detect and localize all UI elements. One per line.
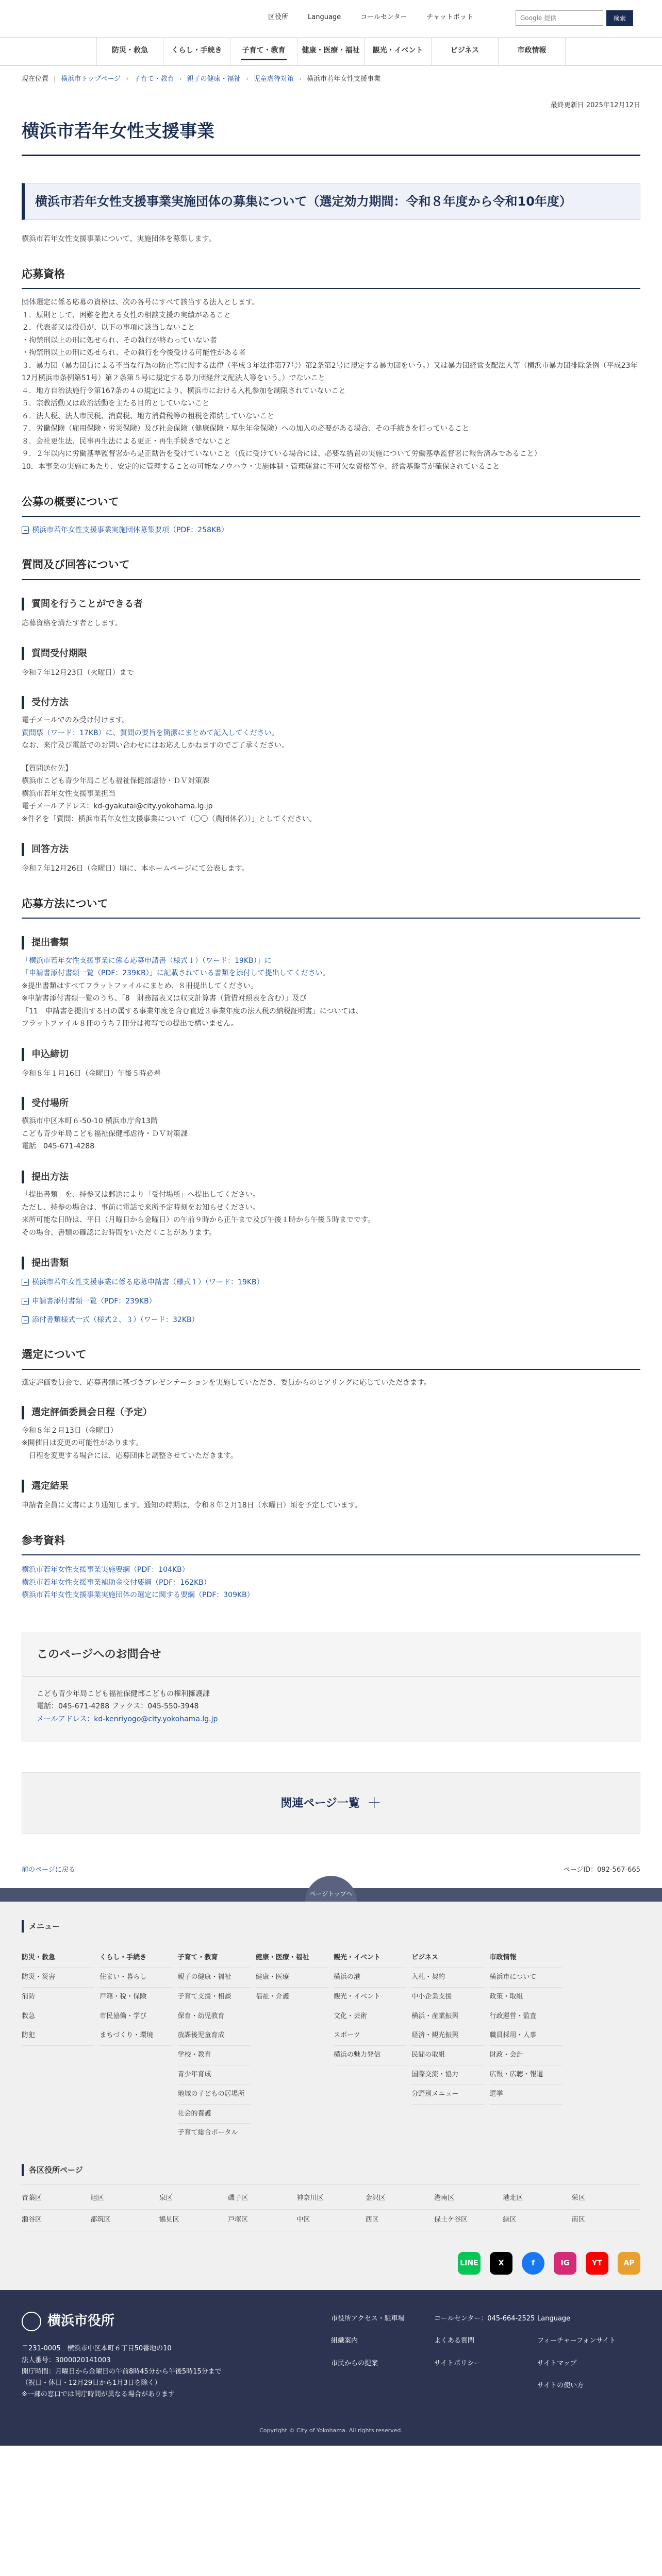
footer-link-faq[interactable]: よくある質問: [434, 2337, 475, 2345]
footer-link[interactable]: 選挙: [490, 2085, 562, 2105]
ward-link[interactable]: 戸塚区: [228, 2210, 296, 2231]
footer-link-access[interactable]: 市役所アクセス・駐車場: [331, 2314, 405, 2323]
footer-link[interactable]: 子育て総合ポータル: [178, 2124, 251, 2143]
ward-link[interactable]: 緑区: [503, 2210, 571, 2231]
qa-who-text: 応募資格を満たす者とします。: [22, 619, 122, 628]
list-item: ・拘禁刑以上の刑に処せられ、その執行を今後受ける可能性がある者: [22, 349, 246, 358]
text-line: ※件名を「質問：横浜市若年女性支援事業について（〇〇（農団体名））」としてください。: [22, 815, 317, 823]
ward-link[interactable]: 栄区: [572, 2188, 640, 2210]
gnav-shisei[interactable]: 市政情報: [499, 38, 566, 65]
footer-menu-grid: [22, 1941, 640, 2143]
apply-heading: 応募方法について: [22, 895, 640, 919]
list-item: ５．宗教活動又は政治活動を主たる目的としていないこと: [22, 399, 209, 408]
ward-link[interactable]: 旭区: [90, 2188, 159, 2210]
ward-link[interactable]: 都筑区: [90, 2210, 159, 2231]
contact-email[interactable]: メールアドレス：kd-kenriyogo@city.yokohama.lg.jp: [37, 1715, 218, 1723]
gnav-kanko[interactable]: 観光・イベント: [365, 38, 432, 65]
footer-link[interactable]: 行政運営・監査: [490, 2007, 562, 2027]
footer-link[interactable]: 戸籍・税・保険: [100, 1988, 172, 2007]
file-link-attachment-list[interactable]: 申請書添付書類一覧（PDF：239KB）: [32, 1297, 156, 1306]
place-heading: 受付場所: [22, 1097, 640, 1110]
ward-link[interactable]: 保土ケ谷区: [434, 2210, 503, 2231]
footer-col: [256, 1948, 328, 2143]
text-line: その場合、書類の確認にお時間をいただくことがあります。: [22, 1228, 216, 1237]
x-icon[interactable]: X: [490, 2252, 512, 2275]
contact-phone: 電話：045-671-4288 ファクス：045-550-3948: [37, 1702, 199, 1711]
footer-link[interactable]: 福祉・介護: [256, 1988, 328, 2007]
selection-text: 選定評価委員会で、応募書類に基づきプレゼンテーションを実施していただき、委員からのヒアリングに応じていただきます。: [22, 1379, 432, 1387]
breadcrumb-kosodate[interactable]: 子育て・教育: [134, 75, 174, 83]
footer-link[interactable]: 入札・契約: [411, 1968, 484, 1988]
plus-icon: ＋: [367, 1794, 382, 1812]
footer-link[interactable]: 子育て支援・相談: [178, 1988, 251, 2007]
qa-heading: 質問及び回答について: [22, 556, 640, 580]
qa-method-heading: 受付方法: [22, 696, 640, 709]
global-nav: [0, 37, 662, 66]
footer-link-proposal[interactable]: 市民からの提案: [331, 2359, 378, 2367]
ward-link[interactable]: 青葉区: [22, 2188, 90, 2210]
list-item: ３．暴力団（暴力団員による不当な行為の防止等に関する法律（平成３年法律第77号）第2条第2号に規定する暴力団をいう。）又は暴力団経営支配法人等（横浜市暴力団排除条例（平成23年12月横浜市条例第51号）第２条第５号に規定する暴力団経営支配法人等をいう。）でないこと: [22, 361, 638, 383]
deadline-text: 令和８年１月16日（金曜日）午後５時必着: [22, 1069, 161, 1078]
footer-col: [100, 1948, 172, 2143]
text-line: 「提出書類」を、持参又は郵送により「受付場所」へ提出してください。: [22, 1191, 260, 1199]
footer-col-empty: [568, 1948, 640, 2143]
sns-links: [22, 2252, 640, 2275]
footer-link[interactable]: 健康・医療・福祉: [256, 1948, 328, 1968]
page-id: ページID：092-567-665: [563, 1866, 640, 1874]
contact-box: [22, 1633, 640, 1742]
ward-link[interactable]: 瀬谷区: [22, 2210, 90, 2231]
footer-link[interactable]: 市政情報: [490, 1948, 562, 1968]
footer-link[interactable]: 国際交流・協力: [411, 2065, 484, 2085]
eligibility-list: [22, 296, 640, 473]
footer-link[interactable]: 消防: [22, 1988, 94, 2007]
text-line: 来所可能な日時は、平日（月曜日から金曜日）の午前９時から正午まで及び午後１時から午後５時までです。: [22, 1216, 375, 1225]
footer-link[interactable]: 子育て・教育: [178, 1948, 251, 1968]
breadcrumb-oyako[interactable]: 親子の健康・福祉: [187, 75, 241, 83]
gnav-kurashi[interactable]: くらし・手続き: [163, 38, 230, 65]
eligibility-heading: 応募資格: [22, 266, 640, 290]
documents-block: [22, 955, 640, 1030]
ward-link[interactable]: 中区: [296, 2210, 365, 2231]
footer-link[interactable]: 民間の取組: [411, 2046, 484, 2065]
breadcrumb-top[interactable]: 横浜市トップページ: [61, 75, 121, 83]
footer-link[interactable]: まちづくり・環境: [100, 2026, 172, 2046]
footer-link[interactable]: 分野別メニュー: [411, 2085, 484, 2105]
footer-link[interactable]: 横浜の魅力発信: [334, 2046, 406, 2065]
qa-answer-text: 令和７年12月26日（金曜日）頃に、本ホームページにて公表します。: [22, 865, 249, 873]
text-line: ※提出書類はすべてフラットファイルにまとめ、８冊提出してください。: [22, 981, 258, 990]
breadcrumb-current: 横浜市若年女性支援事業: [307, 75, 381, 83]
wards-title: 各区役所ページ: [22, 2164, 640, 2176]
contact-dept: こども青少年局こども福祉保健部こどもの権利擁護課: [37, 1689, 210, 1698]
footer-link[interactable]: 防災・災害: [22, 1968, 94, 1988]
related-pages-label: 関連ページ一覧: [280, 1797, 360, 1810]
footer-link[interactable]: 文化・芸術: [334, 2007, 406, 2027]
top-links: [268, 12, 473, 23]
back-link[interactable]: 前のページに戻る: [22, 1866, 75, 1874]
page-title: 横浜市若年女性支援事業: [22, 117, 640, 156]
qa-method-block: [22, 714, 640, 825]
meeting-block: [22, 1425, 640, 1463]
footer-col: [490, 1948, 562, 2143]
file-item: [22, 1314, 640, 1326]
pagetop-button[interactable]: ページトップへ: [305, 1876, 357, 1902]
application-form-link[interactable]: 「横浜市若年女性支援事業に係る応募申請書（様式１）（ワード：19KB）」に: [22, 956, 272, 965]
file-item: [22, 1296, 640, 1307]
question-form-link[interactable]: 質問票（ワード：17KB）に、質問の要旨を簡潔にまとめて記入してください。: [22, 728, 279, 737]
footer-link[interactable]: 職員採用・人事: [490, 2026, 562, 2046]
refs-heading: 参考資料: [22, 1532, 640, 1556]
top-link-ward[interactable]: 区役所: [268, 13, 289, 21]
breadcrumb-gyakutai[interactable]: 児童虐待対策: [253, 75, 294, 83]
list-item: ・拘禁刑以上の刑に処せられ、その執行が終わっていない者: [22, 336, 217, 345]
footer-link-mobile[interactable]: フィーチャーフォンサイト: [537, 2337, 616, 2345]
text-line: 【質問送付先】: [22, 764, 72, 773]
footer-link[interactable]: 政策・取組: [490, 1988, 562, 2007]
footer-link[interactable]: 財政・会計: [490, 2046, 562, 2065]
text-line: 「11 申請書を提出する日の属する事業年度を含む直近３事業年度の法人税の納税証明書」については、: [22, 1007, 363, 1015]
footer-link[interactable]: 保育・幼児教育: [178, 2007, 251, 2027]
overview-heading: 公募の概要について: [22, 494, 640, 517]
wards-grid: [22, 2184, 640, 2231]
top-bar: [22, 0, 640, 37]
ward-link[interactable]: 金沢区: [366, 2188, 434, 2210]
attachment-list-link[interactable]: 「申請書添付書類一覧（PDF：239KB）」に記載されている書類を添付して提出してください。: [22, 969, 330, 978]
footer-link[interactable]: スポーツ: [334, 2026, 406, 2046]
footer-link[interactable]: 横浜の港: [334, 1968, 406, 1988]
footer-link[interactable]: 地域の子どもの居場所: [178, 2085, 251, 2105]
text-line: なお、来庁及び電話でのお問い合わせにはお応えしかねますのでご了承ください。: [22, 741, 289, 750]
list-item: 10．本事業の実施にあたり、安定的に管理することの可能なノウハウ・実施体制・管理運営に不可欠な資格等や、経営基盤等が確保されていること: [22, 462, 500, 471]
download-icon: [22, 1298, 29, 1305]
ward-link[interactable]: 港南区: [434, 2188, 503, 2210]
text-line: 横浜市中区本町６-50-10 横浜市庁舎13階: [22, 1117, 158, 1126]
footer-link[interactable]: 横浜・産業振興: [411, 2007, 484, 2027]
footer-link[interactable]: 横浜市について: [490, 1968, 562, 1988]
footer-link[interactable]: 学校・教育: [178, 2046, 251, 2065]
ref-link-sentei[interactable]: 横浜市若年女性支援事業実施団体の選定に関する要綱（PDF：309KB）: [22, 1591, 254, 1600]
search-box: [516, 10, 633, 26]
contact-body: [22, 1676, 640, 1741]
text-line: こども青少年局こども福祉保健部虐待・ＤＶ対策課: [22, 1129, 188, 1138]
footer-left: [22, 2311, 331, 2400]
footer-link[interactable]: 観光・イベント: [334, 1948, 406, 1968]
text-line: ※申請書添付書類一覧のうち、「8 財務諸表又は収支計算書（貸借対照表を含む）」及び: [22, 994, 307, 1003]
footer-col: [178, 1948, 251, 2143]
ward-link[interactable]: 泉区: [159, 2188, 228, 2210]
footer-link[interactable]: 健康・医療: [256, 1968, 328, 1988]
city-logo[interactable]: [22, 2311, 331, 2332]
youtube-icon[interactable]: YT: [586, 2252, 608, 2275]
search-button[interactable]: 検索: [606, 10, 633, 26]
instagram-icon[interactable]: IG: [554, 2252, 576, 2275]
result-text: 申請者全員に文書により通知します。通知の時期は、令和８年２月18日（水曜日）頃を予定しています。: [22, 1501, 362, 1510]
deadline-heading: 申込締切: [22, 1048, 640, 1061]
list-item: ４．地方自治法施行令第167条の４の規定により、横浜市における入札参加を制限されていないこと: [22, 386, 346, 395]
submit-block: [22, 1189, 640, 1239]
footer-link[interactable]: ビジネス: [411, 1948, 484, 1968]
top-link-language[interactable]: Language: [308, 13, 341, 21]
intro-text: 横浜市若年女性支援事業について、実施団体を募集します。: [22, 235, 216, 244]
related-pages-button[interactable]: [22, 1772, 640, 1834]
footer-link-howto[interactable]: サイトの使い方: [537, 2382, 584, 2390]
list-item: ７．労働保険（雇用保険・労災保険）及び社会保険（健康保険・厚生年金保険）への加入の必要がある場合、その手続きを行っていること: [22, 425, 469, 433]
meeting-heading: 選定評価委員会日程（予定）: [22, 1406, 640, 1419]
file-item: [22, 1277, 640, 1288]
list-item: ２．代表者又は役員が、以下の事項に該当しないこと: [22, 324, 195, 332]
ward-link[interactable]: 神奈川区: [296, 2188, 365, 2210]
section-title: 横浜市若年女性支援事業実施団体の募集について（選定効力期間：令和８年度から令和10年度）: [22, 183, 640, 220]
footer-link[interactable]: 中小企業支援: [411, 1988, 484, 2007]
text-line: フラットファイル８冊のうち７冊分は複写での提出で構いません。: [22, 1020, 238, 1028]
overview-file: [22, 524, 640, 536]
search-input[interactable]: [516, 10, 603, 26]
qa-answer-heading: 回答方法: [22, 843, 640, 856]
footer-col: [334, 1948, 406, 2143]
text-line: 電子メールでのみ受け付けます。: [22, 716, 129, 725]
text-line: ただし、持参の場合は、事前に電話で来所予定時刻をお知らせください。: [22, 1203, 260, 1212]
contact-title: このページへのお問合せ: [22, 1633, 640, 1676]
footer-link[interactable]: 社会的養護: [178, 2105, 251, 2124]
list-item: １．原則として、困難を抱える女性の相談支援の実績があること: [22, 311, 231, 319]
app-icon[interactable]: AP: [618, 2252, 640, 2275]
gnav-kenko[interactable]: 健康・医療・福祉: [297, 38, 365, 65]
footer-links: [331, 2311, 640, 2400]
breadcrumb-label: 現在位置: [22, 75, 49, 83]
city-name: 横浜市役所: [47, 2313, 115, 2329]
footer-main: [0, 2290, 662, 2421]
footer-link[interactable]: 観光・イベント: [334, 1988, 406, 2007]
email-line[interactable]: 電子メールアドレス：kd-gyakutai@city.yokohama.lg.jp: [22, 802, 213, 811]
pagetop-strip: [0, 1888, 662, 1902]
ward-link[interactable]: 南区: [572, 2210, 640, 2231]
top-link-chatbot[interactable]: チャットボット: [426, 13, 474, 21]
list-item: 団体選定に係る応募の資格は、次の各号にすべて該当する法人とします。: [22, 298, 259, 307]
selection-heading: 選定について: [22, 1346, 640, 1370]
top-link-callcenter[interactable]: コールセンター: [360, 13, 407, 21]
footer-link[interactable]: 親子の健康・福祉: [178, 1968, 251, 1988]
text-line: 横浜市こども青少年局こども福祉保健部虐待・ＤＶ対策課: [22, 777, 209, 786]
footer-link[interactable]: 青少年育成: [178, 2065, 251, 2085]
footer-link[interactable]: 市民協働・学び: [100, 2007, 172, 2027]
text-line: 横浜市若年女性支援事業担当: [22, 789, 115, 798]
list-item: ６．法人税、法人市民税、消費税、地方消費税等の租税を滞納していないこと: [22, 412, 274, 420]
list-item: ９．２年以内に労働基準監督署から是正勧告を受けていないこと（仮に受けている場合には、必要な措置の実施について労働基準監督署に報告済みであること）: [22, 450, 541, 459]
qa-who-heading: 質問を行うことができる者: [22, 598, 640, 611]
qa-period-text: 令和７年12月23日（火曜日）まで: [22, 668, 134, 677]
download-icon: [22, 1316, 29, 1324]
footer-link-language[interactable]: Language: [537, 2314, 571, 2323]
facebook-icon[interactable]: f: [522, 2252, 544, 2275]
file-link-forms[interactable]: 添付書類様式一式（様式２、３）（ワード：32KB）: [32, 1316, 199, 1325]
city-emblem-icon: [22, 2312, 41, 2331]
files-heading: 提出書類: [22, 1257, 640, 1269]
footer-address: 〒231-0005 横浜市中区本町６丁目50番地の10 法人番号：3000020141003 開庁時間：月曜日から金曜日の午前8時45分から午後5時15分まで （祝日・休日・12月29日から1月3日を除く） ※一部の窓口では開庁時間が異なる場合があります: [22, 2345, 222, 2398]
list-item: ８．会社更生法、民事再生法による更正・再生手続きでないこと: [22, 437, 231, 446]
documents-heading: 提出書類: [22, 936, 640, 949]
place-block: [22, 1115, 640, 1153]
ward-link[interactable]: 西区: [366, 2210, 434, 2231]
text-line: 令和８年２月13日（金曜日）: [22, 1426, 118, 1435]
gnav-kosodate[interactable]: 子育て・教育: [230, 38, 297, 65]
ref-link-youkou[interactable]: 横浜市若年女性支援事業実施要綱（PDF：104KB）: [22, 1566, 189, 1574]
footer-link-callcenter[interactable]: コールセンター：045-664-2525: [434, 2314, 535, 2323]
footer-link[interactable]: 防犯: [22, 2026, 94, 2046]
footer-link[interactable]: 広報・広聴・報道: [490, 2065, 562, 2085]
file-link-application[interactable]: 横浜市若年女性支援事業に係る応募申請書（様式１）（ワード：19KB）: [32, 1278, 264, 1287]
footer-col: [411, 1948, 484, 2143]
footer-menu-title: メニュー: [22, 1920, 640, 1933]
download-icon: [22, 1279, 29, 1286]
footer-link[interactable]: 防災・救急: [22, 1948, 94, 1968]
ref-link-hojokin[interactable]: 横浜市若年女性支援事業補助金交付要綱（PDF：162KB）: [22, 1578, 211, 1587]
footer-link[interactable]: 放課後児童育成: [178, 2026, 251, 2046]
footer-col: [22, 1948, 94, 2143]
submit-heading: 提出方法: [22, 1171, 640, 1183]
footer-link-sitemap[interactable]: サイトマップ: [537, 2359, 577, 2367]
qa-period-heading: 質問受付期限: [22, 647, 640, 660]
breadcrumb: 現在位置 | 横浜市トップページ › 子育て・教育 › 親子の健康・福祉 › 児童虐待対策 › 横浜市若年女性支援事業: [22, 74, 640, 85]
ward-link[interactable]: 鶴見区: [159, 2210, 228, 2231]
refs-list: [22, 1564, 640, 1602]
footer-link[interactable]: 住まい・暮らし: [100, 1968, 172, 1988]
line-icon[interactable]: LINE: [458, 2252, 481, 2275]
footer-menu: [0, 1902, 662, 2290]
footer-link[interactable]: 救急: [22, 2007, 94, 2027]
footer-link[interactable]: くらし・手続き: [100, 1948, 172, 1968]
gnav-bousai[interactable]: 防災・救急: [96, 38, 163, 65]
ward-link[interactable]: 磯子区: [228, 2188, 296, 2210]
main-content: [22, 74, 640, 1888]
ward-link[interactable]: 港北区: [503, 2188, 571, 2210]
text-line: 日程を変更する場合には、応募団体と調整させていただきます。: [22, 1451, 238, 1460]
footer-link-policy[interactable]: サイトポリシー: [434, 2359, 481, 2367]
text-line: 電話 045-671-4288: [22, 1142, 95, 1151]
footer-link-org[interactable]: 組織案内: [331, 2337, 358, 2345]
footer-link[interactable]: 経済・観光振興: [411, 2026, 484, 2046]
result-heading: 選定結果: [22, 1480, 640, 1493]
download-icon: [22, 527, 29, 534]
gnav-business[interactable]: ビジネス: [432, 38, 499, 65]
text-line: ※開催日は変更の可能性があります。: [22, 1439, 143, 1448]
copyright: Copyright © City of Yokohama. All rights reserved.: [0, 2421, 662, 2446]
last-updated: 最終更新日 2025年12月12日: [550, 101, 640, 109]
overview-file-link[interactable]: 横浜市若年女性支援事業実施団体募集要項（PDF：258KB）: [32, 526, 228, 534]
